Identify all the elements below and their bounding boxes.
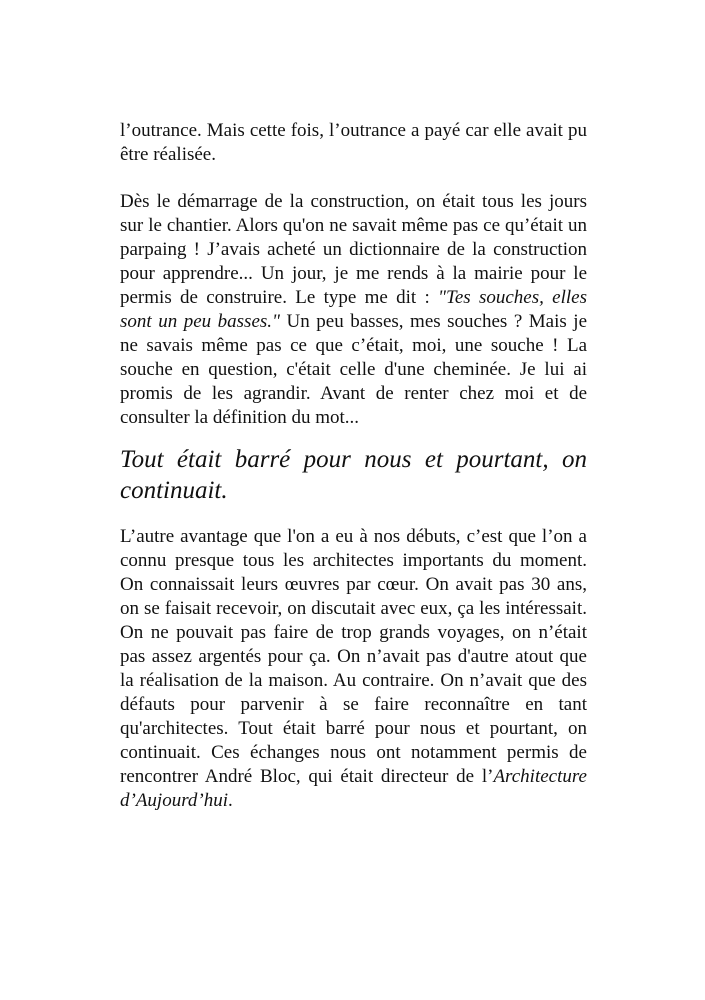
paragraph-1-text: l’outrance. Mais cette fois, l’outrance a payé car elle avait pu être réalisée.: [120, 120, 587, 165]
paragraph-1: [120, 119, 587, 167]
paragraph-2-text-start: Dès le démarrage de la construction, on était tous les jours sur le chantier. Alors qu'on ne savait même pas ce qu’était un parpaing ! J’avais acheté un dictionnaire de la construction pour apprendre... Un jour, je me rends à la mairie pour le permis de construire. Le type me dit :: [120, 191, 587, 308]
section-heading: Tout était barré pour nous et pourtant, on continuait.: [120, 446, 587, 504]
paragraph-3: [120, 525, 587, 813]
paragraph-3-end: .: [228, 790, 233, 811]
journal-title: Architecture d’Aujourd’hui: [120, 766, 587, 811]
paragraph-2-text-end: Un peu basses, mes souches ? Mais je ne savais même pas ce que c’était, moi, une souche ! La souche en question, c'était celle d'une cheminée. Je lui ai promis de les agrandir. Avant de renter chez moi et de consulter la définition du mot...: [120, 311, 588, 428]
paragraph-2: [120, 190, 587, 430]
paragraph-2-quote: "Tes souches, elles sont un peu basses.": [120, 287, 587, 332]
paragraph-3-text: L’autre avantage que l'on a eu à nos débuts, c’est que l’on a connu presque tous les architectes importants du moment. On connaissait leurs œuvres par cœur. On avait pas 30 ans, on se faisait recevoir, on discutait avec eux, ça les intéressait. On ne pouvait pas faire de trop grands voyages, on n’était pas assez argentés pour ça. On n’avait pas d'autre atout que la réalisation de la maison. Au contraire. On n’avait que des défauts pour parvenir à se faire reconnaître en tant qu'architectes. Tout était barré pour nous et pourtant, on continuait. Ces échanges nous ont notamment permis de rencontrer André Bloc, qui était directeur de l’: [120, 526, 587, 787]
